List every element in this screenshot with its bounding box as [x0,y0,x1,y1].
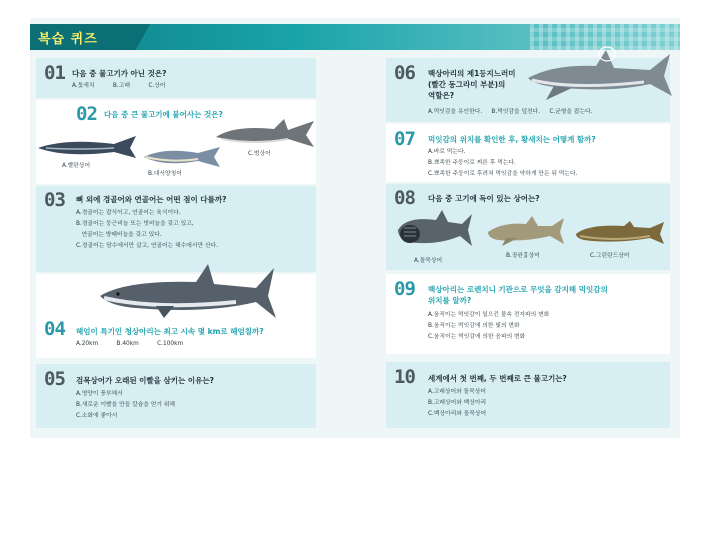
question-2-text: 다음 중 큰 물고기에 붙어사는 것은? [104,110,223,119]
question-2-option-c: C.범상어 [248,151,271,157]
question-9-number: 09 [394,278,415,300]
question-5-option-c: C.소화에 좋아서 [76,413,118,419]
remora-image [36,134,138,160]
question-4-text: 헤엄이 특기인 청상아리는 최고 시속 몇 km로 헤엄칠까? [76,327,264,336]
question-3-option-line-1: A.경골어는 잡식이고, 연골어는 육식이다. [76,210,181,216]
question-3-text: 뼈 외에 경골어와 연골어는 어떤 점이 다를까? [76,195,227,204]
question-9-line-1: 백상아리는 로렌치니 기관으로 무엇을 감지해 먹잇감의 [428,285,608,294]
question-2-number: 02 [76,103,97,125]
question-3-number: 03 [44,189,65,211]
shark-c-image [214,117,316,151]
question-3-option-line-3: 연골어는 방패비늘을 갖고 있다. [76,232,162,238]
question-8-option-c: C.그린란드상어 [590,253,630,259]
question-6-line-3: 역할은? [428,91,455,100]
question-7-option-b: B.뾰족한 주둥이로 찌른 후 먹는다. [428,160,516,166]
question-8-number: 08 [394,187,415,209]
question-10-option-b: B.고래상어와 백상아리 [428,400,487,406]
page-title: 복습 퀴즈 [38,32,98,47]
oceanic-whitetip-shark-image [524,44,674,100]
basking-shark-image [396,208,474,254]
question-10-option-c: C.백상아리와 돌묵상어 [428,411,487,417]
question-9-option-c: C.움직이는 먹잇감에 의한 음파의 변화 [428,334,526,340]
question-10-text: 세계에서 첫 번째, 두 번째로 큰 물고기는? [428,374,567,383]
question-5-number: 05 [44,368,65,390]
question-1-number: 01 [44,62,65,84]
oceanic-shark-image [486,214,566,246]
question-7-number: 07 [394,128,415,150]
question-5-option-a: A.영양이 풍부해서 [76,391,123,397]
question-6-line-1: 백상아리의 제1등지느러미 [428,69,516,78]
question-7-option-c: C.뾰족한 주둥이로 후려쳐 먹잇감을 약하게 만든 뒤 먹는다. [428,171,578,177]
question-5-option-b: B.새로운 이빨을 만들 칼슘을 얻기 위해 [76,402,176,408]
question-9-option-a: A.움직이는 먹잇감이 일으킨 물속 전자파의 변화 [428,312,550,318]
question-2-option-b: B.대서양청어 [148,171,182,177]
question-3-option-line-2: B.경골어는 둥근비늘 또는 빗비늘을 갖고 있고, [76,221,194,227]
question-4-options: A.20km B.40km C.100km [76,341,184,347]
question-1-text: 다음 중 물고기가 아닌 것은? [72,69,167,78]
shortfin-mako-image [96,262,280,322]
greenland-shark-image [574,218,666,246]
question-4-number: 04 [44,318,65,340]
question-8-option-a: A.돌묵상어 [414,258,443,264]
question-9-option-b: B.움직이는 먹잇감에 의한 빛의 변화 [428,323,520,329]
question-6-options: A.먹잇감을 유인한다. B.먹잇감을 덮친다. C.균형을 잡는다. [428,109,593,115]
question-8-text: 다음 중 고기에 독이 있는 상어는? [428,194,540,203]
question-1-options: A.돛새치 B.고래 C.상어 [72,83,166,89]
question-10-option-a: A.고래상어와 돌묵상어 [428,389,486,395]
question-6-number: 06 [394,62,415,84]
question-7-text: 먹잇감의 위치를 확인한 후, 황새치는 어떻게 할까? [428,135,596,144]
question-2-option-a: A.빨판상어 [62,163,91,169]
question-5-text: 검목상어가 오래된 이빨을 삼키는 이유는? [76,376,214,385]
atlantic-herring-image [140,145,222,169]
question-8-option-b: B.장완흉상어 [506,253,540,259]
question-9-line-2: 위치를 알까? [428,296,472,305]
question-7-option-a: A.바로 먹는다. [428,149,466,155]
question-10-number: 10 [394,366,415,388]
question-3-option-line-4: C.경골어는 담수에서만 살고, 연골어는 해수에서만 산다. [76,243,218,249]
question-6-line-2: (빨간 동그라미 부분)의 [428,80,506,89]
